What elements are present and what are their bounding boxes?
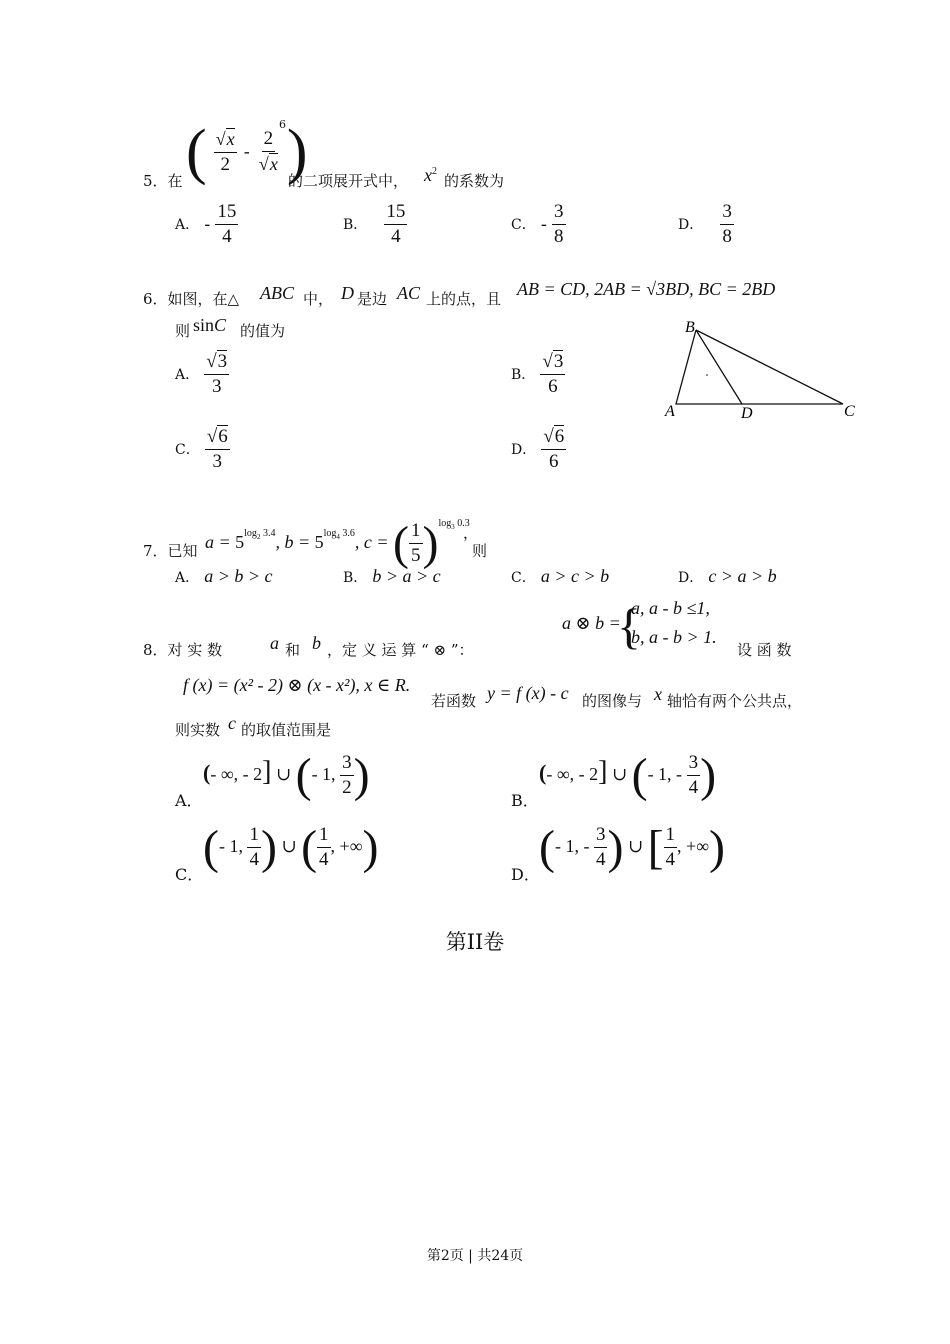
q7-definitions: $a = 5^{log_2 3.4}$, $b = 5^{log_4 3.6}$, c = ( $\frac{1}{5}$ )$^{log_3 0.3}$: [205, 516, 470, 570]
q7-then: 则: [472, 542, 488, 560]
q6-option-b[interactable]: B． $\frac{√3}{6}$: [511, 351, 564, 397]
q8-line3-a: 则实数: [175, 721, 221, 739]
triangle-abc: [676, 330, 843, 404]
q8-option-d-label: D．: [511, 865, 540, 884]
q8-yfx: y = f (x) - c: [487, 683, 569, 703]
q8-line3-b: 的取值范围是: [241, 721, 332, 739]
q6-triangle-figure: [660, 318, 865, 423]
q7-option-a[interactable]: A． a > b > c: [175, 566, 273, 586]
q8-option-b-label: B．: [511, 791, 539, 810]
q6-abc: ABC: [260, 283, 294, 303]
q6-text-3: 上的点，且: [426, 290, 502, 308]
q8-a: a: [270, 633, 279, 653]
label-c: C: [844, 403, 855, 420]
q5-text-2: 的系数为: [444, 172, 505, 190]
q8-option-a-label: A．: [175, 791, 203, 810]
q8-def: ，定 义 运 算 “ ⊗ ”：: [327, 641, 474, 659]
q8-b: b: [312, 633, 321, 653]
q6-condition: AB = CD, 2AB = √3BD, BC = 2BD: [517, 279, 776, 299]
q7-option-d[interactable]: D． c > a > b: [678, 566, 777, 586]
q7-option-c[interactable]: C． a > c > b: [511, 566, 610, 586]
q8-and: 和: [285, 641, 301, 659]
q8-case-1: a, a - b ≤1,: [631, 598, 710, 618]
q5-option-c[interactable]: C． - $\frac{3}{8}$: [511, 201, 564, 247]
q8-function: f (x) = (x² - 2) ⊗ (x - x²), x ∈ R.: [183, 675, 411, 695]
label-b: B: [685, 319, 695, 336]
q8-option-d[interactable]: (- 1, - $\frac{3}{4}$ ) ∪ [ $\frac{1}{4}$ , +∞): [539, 820, 726, 874]
q5-option-a[interactable]: A． - $\frac{15}{4}$: [175, 201, 237, 247]
q8-number: 8．对 实 数: [143, 641, 223, 659]
q5-number: 5．在: [143, 172, 183, 190]
page-footer: 第2页 | 共24页: [426, 1248, 524, 1264]
q7-comma: ，: [463, 524, 479, 542]
q6-sinc: sinC: [193, 315, 227, 335]
q6-option-d[interactable]: D． $\frac{√6}{6}$: [511, 426, 565, 472]
q6-line2-b: 的值为: [240, 322, 286, 340]
q6-number: 6．如图，在△: [143, 290, 240, 308]
q6-d: D: [341, 283, 354, 303]
q8-op-lhs: a ⊗ b =: [562, 613, 621, 633]
q7-number: 7．已知: [143, 542, 198, 560]
q6-text-1: 中，: [303, 290, 334, 308]
q6-text-2: 是边: [357, 290, 388, 308]
q6-option-a[interactable]: A． $\frac{√3}{3}$: [175, 351, 228, 397]
label-a: A: [665, 403, 675, 420]
section-title: 第II卷: [445, 930, 505, 954]
q5-x-squared: $x^2$: [424, 165, 437, 185]
q8-line2-c: 轴恰有两个公共点，: [667, 692, 803, 710]
figure-dot: [706, 374, 708, 376]
q5-text: 的二项展开式中，: [288, 172, 409, 190]
q8-option-b[interactable]: (- ∞, - 2] ∪ (- 1, - $\frac{3}{4}$ ): [539, 748, 717, 802]
q5-option-d[interactable]: D． $\frac{3}{8}$: [678, 201, 732, 247]
q8-c: c: [228, 713, 236, 733]
q5-exponent: 6: [279, 118, 286, 131]
q6-option-c[interactable]: C． $\frac{√6}{3}$: [175, 426, 228, 472]
label-d: D: [741, 405, 753, 422]
q5-binomial-expression: ( $\frac{√x}{2}$ - $\frac{2}{√x}$ ): [186, 118, 308, 186]
q7-option-b[interactable]: B． b > a > c: [343, 566, 441, 586]
q8-x: x: [654, 684, 662, 704]
q8-option-c[interactable]: (- 1, $\frac{1}{4}$ ) ∪ ( $\frac{1}{4}$ , +∞): [203, 820, 379, 874]
q8-set: 设 函 数: [737, 641, 792, 659]
q8-case-2: b, a - b > 1.: [631, 627, 717, 647]
q8-line2-b: 的图像与: [582, 692, 643, 710]
q8-ruo: 若函数: [431, 692, 477, 710]
q6-ac: AC: [397, 283, 421, 303]
q8-option-c-label: C．: [175, 865, 204, 884]
q8-option-a[interactable]: (- ∞, - 2] ∪ (- 1, $\frac{3}{2}$ ): [203, 748, 370, 802]
q8-brace: {: [617, 598, 641, 654]
q5-option-b[interactable]: B． $\frac{15}{4}$: [343, 201, 406, 247]
q6-line2-a: 则: [175, 322, 191, 340]
